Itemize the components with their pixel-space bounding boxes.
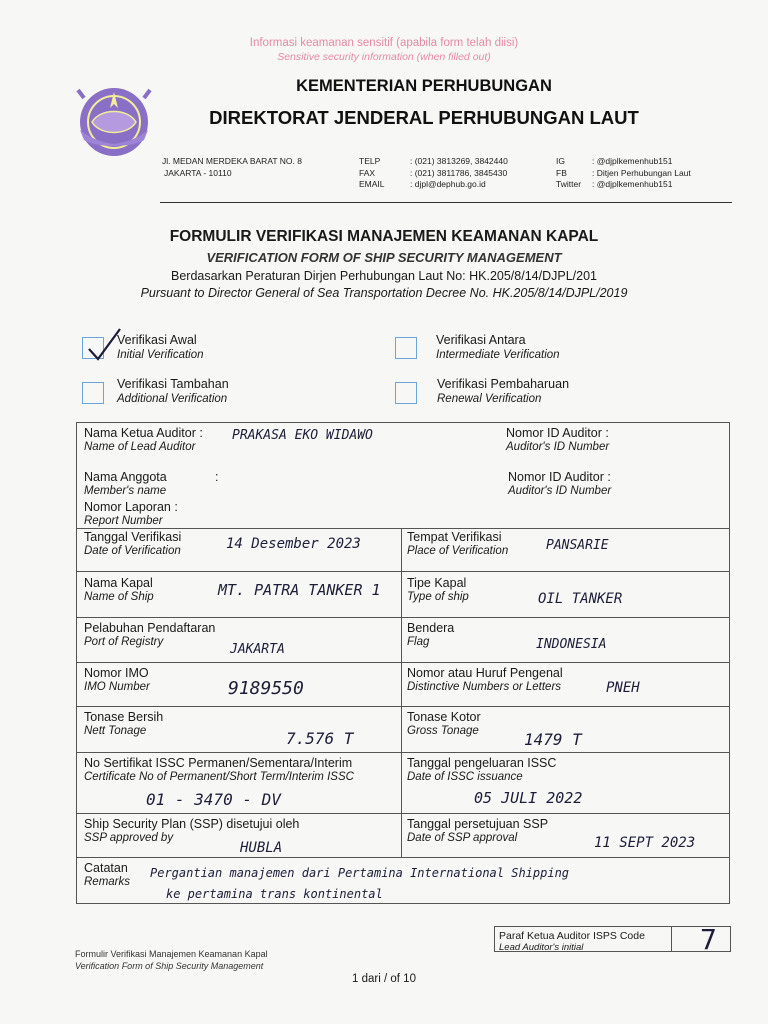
label-call-sign: Nomor atau Huruf Pengenal Distinctive Numbers or Letters <box>407 666 563 693</box>
value-ssp-date[interactable]: 11 SEPT 2023 <box>594 835 696 851</box>
label-issc-date: Tanggal pengeluaran ISSC Date of ISSC issuance <box>407 756 557 783</box>
value-issc-date[interactable]: 05 JULI 2022 <box>474 789 583 807</box>
address: Jl. MEDAN MERDEKA BARAT NO. 8 JAKARTA - 10110 <box>162 156 302 178</box>
value-nett-tonnage[interactable]: 7.576 T <box>286 729 354 748</box>
label-imo: Nomor IMO IMO Number <box>84 666 150 693</box>
label-ssp-approved-by: Ship Security Plan (SSP) disetujui oleh SSP approved by <box>84 817 300 844</box>
label-renewal-verification: Verifikasi Pembaharuan Renewal Verification <box>437 377 570 405</box>
label-port: Pelabuhan Pendaftaran Port of Registry <box>84 621 216 648</box>
value-ship-name[interactable]: MT. PATRA TANKER 1 <box>218 581 381 599</box>
footer-form-name: Formulir Verifikasi Manajemen Keamanan Kapal Verification Form of Ship Security Management <box>75 949 268 971</box>
label-member: Nama Anggota Member's name <box>84 470 167 497</box>
label-lead-auditor-id: Nomor ID Auditor : Auditor's ID Number <box>506 426 610 453</box>
directorate-name: DIREKTORAT JENDERAL PERHUBUNGAN LAUT <box>209 107 639 128</box>
label-report-number: Nomor Laporan : Report Number <box>84 500 178 527</box>
confidential-notice-en: Sensitive security information (when filled out) <box>277 51 491 63</box>
label-additional-verification: Verifikasi Tambahan Additional Verification <box>117 377 229 405</box>
value-imo[interactable]: 9189550 <box>228 678 304 699</box>
ministry-name: KEMENTERIAN PERHUBUNGAN <box>296 77 552 95</box>
value-gross-tonnage[interactable]: 1479 T <box>524 730 582 749</box>
value-port[interactable]: JAKARTA <box>230 642 285 657</box>
page-number: 1 dari / of 10 <box>352 973 416 985</box>
label-ship-type: Tipe Kapal Type of ship <box>407 576 469 603</box>
legal-basis: Berdasarkan Peraturan Dirjen Perhubungan Laut No: HK.205/8/14/DJPL/201 <box>171 269 597 283</box>
label-gross-tonnage: Tonase Kotor Gross Tonage <box>407 710 481 737</box>
paraf-label-box: Paraf Ketua Auditor ISPS Code Lead Auditor's initial <box>494 926 672 952</box>
label-nett-tonnage: Tonase Bersih Nett Tonage <box>84 710 164 737</box>
value-lead-auditor[interactable]: PRAKASA EKO WIDAWO <box>232 428 373 443</box>
checkbox-renewal-verification[interactable] <box>395 382 417 404</box>
social-labels: IG FB Twitter <box>556 156 582 189</box>
social-values: : @djplkemenhub151 : Ditjen Perhubungan Laut : @djplkemenhub151 <box>592 156 691 189</box>
legal-basis-en: Pursuant to Director General of Sea Transportation Decree No. HK.205/8/14/DJPL/2019 <box>140 286 628 300</box>
label-flag: Bendera Flag <box>407 621 455 648</box>
label-remarks: Catatan Remarks <box>84 861 131 888</box>
form-title-en: VERIFICATION FORM OF SHIP SECURITY MANAGEMENT <box>206 250 562 265</box>
label-place: Tempat Verifikasi Place of Verification <box>407 530 509 557</box>
paraf-initial-mark: 7 <box>700 923 717 956</box>
contact-values: : (021) 3813269, 3842440 : (021) 3811786, 3845430 : djpl@dephub.go.id <box>410 156 508 189</box>
value-flag[interactable]: INDONESIA <box>536 637 607 652</box>
value-remarks-line1[interactable]: Pergantian manajemen dari Pertamina International Shipping <box>150 866 570 880</box>
member-colon: : <box>215 470 219 484</box>
label-intermediate-verification: Verifikasi Antara Intermediate Verification <box>436 333 560 361</box>
label-lead-auditor: Nama Ketua Auditor : Name of Lead Auditor <box>84 426 203 453</box>
label-ssp-date: Tanggal persetujuan SSP Date of SSP approval <box>407 817 549 844</box>
value-place[interactable]: PANSARIE <box>546 538 609 553</box>
label-ship-name: Nama Kapal Name of Ship <box>84 576 154 603</box>
label-member-id: Nomor ID Auditor : Auditor's ID Number <box>508 470 612 497</box>
label-date: Tanggal Verifikasi Date of Verification <box>84 530 182 557</box>
contact-labels: TELP FAX EMAIL <box>359 156 385 189</box>
confidential-notice: Informasi keamanan sensitif (apabila form telah diisi) <box>249 37 519 49</box>
value-ship-type[interactable]: OIL TANKER <box>538 591 623 607</box>
form-title: FORMULIR VERIFIKASI MANAJEMEN KEAMANAN KAPAL <box>169 228 599 245</box>
label-issc-number: No Sertifikat ISSC Permanen/Sementara/Interim Certificate No of Permanent/Short Term/Interim ISSC <box>84 756 354 783</box>
checkbox-additional-verification[interactable] <box>82 382 104 404</box>
value-issc-number[interactable]: 01 - 3470 - DV <box>146 790 281 809</box>
value-remarks-line2[interactable]: ke pertamina trans kontinental <box>166 887 383 901</box>
value-ssp-approved-by[interactable]: HUBLA <box>240 840 283 856</box>
checkbox-intermediate-verification[interactable] <box>395 337 417 359</box>
header-divider <box>160 202 732 203</box>
value-date[interactable]: 14 Desember 2023 <box>226 536 361 552</box>
label-initial-verification: Verifikasi Awal Initial Verification <box>117 333 204 361</box>
value-call-sign[interactable]: PNEH <box>606 680 640 696</box>
